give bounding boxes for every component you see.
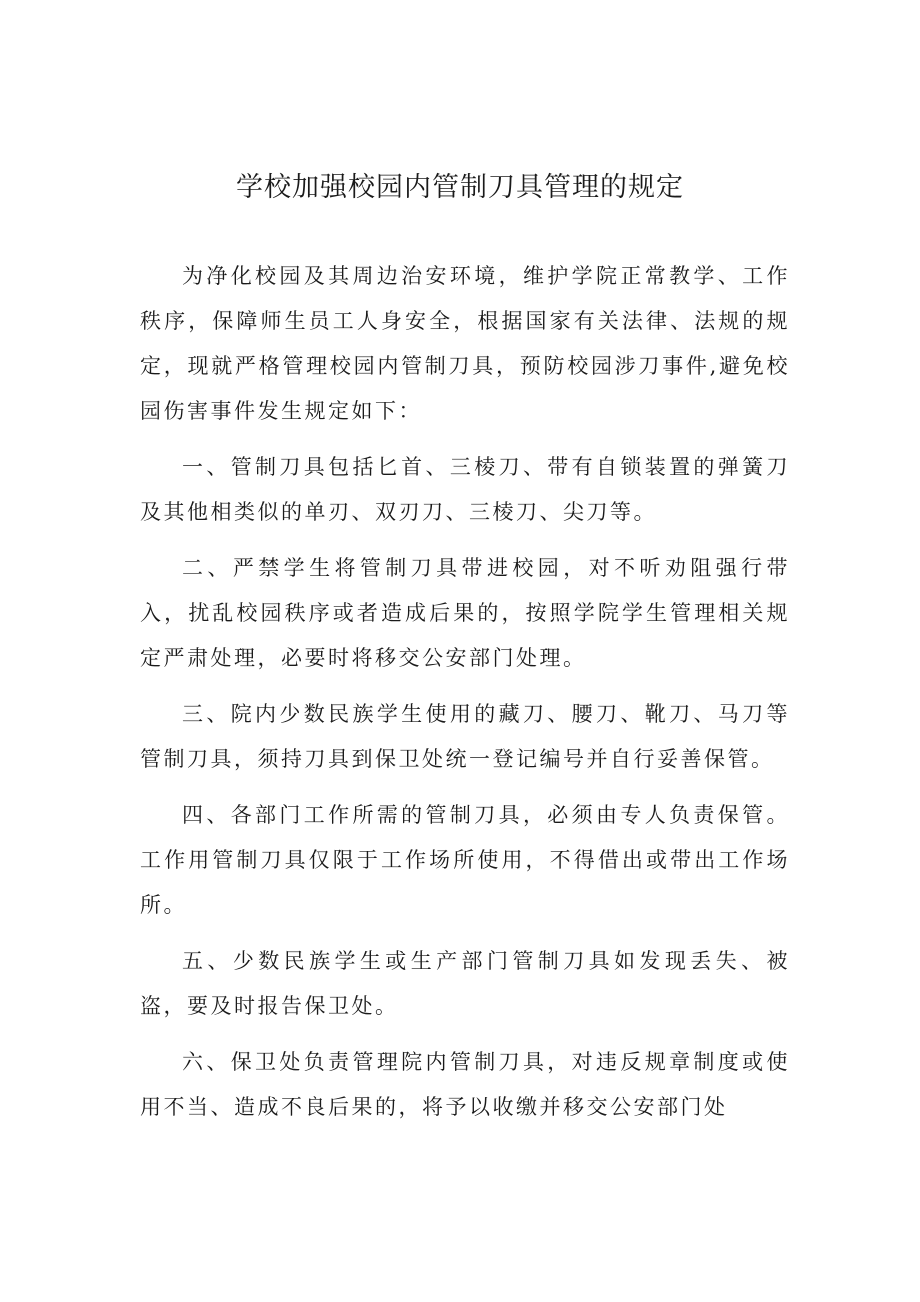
rule-paragraph-6: 六、保卫处负责管理院内管制刀具，对违反规章制度或使用不当、造成不良后果的，将予以收缴并移交公安部门处	[140, 1050, 790, 1119]
rule-paragraph-5: 五、少数民族学生或生产部门管制刀具如发现丢失、被盗，要及时报告保卫处。	[140, 949, 790, 1018]
intro-paragraph: 为净化校园及其周边治安环境，维护学院正常教学、工作秩序，保障师生员工人身安全，根据国家有关法律、法规的规定，现就严格管理校园内管制刀具，预防校园涉刀事件,避免校园伤害事件发生规定如下：	[140, 264, 790, 423]
document-body	[140, 254, 790, 1141]
rule-paragraph-2: 二、严禁学生将管制刀具带进校园，对不听劝阻强行带入，扰乱校园秩序或者造成后果的，按照学院学生管理相关规定严肃处理，必要时将移交公安部门处理。	[140, 556, 790, 670]
rule-paragraph-3: 三、院内少数民族学生使用的藏刀、腰刀、靴刀、马刀等管制刀具，须持刀具到保卫处统一登记编号并自行妥善保管。	[140, 702, 790, 771]
document-title: 学校加强校园内管制刀具管理的规定	[236, 172, 684, 203]
rule-paragraph-4: 四、各部门工作所需的管制刀具，必须由专人负责保管。工作用管制刀具仅限于工作场所使用，不得借出或带出工作场所。	[140, 803, 790, 917]
rule-paragraph-1: 一、管制刀具包括匕首、三棱刀、带有自锁装置的弹簧刀及其他相类似的单刃、双刃刀、三棱刀、尖刀等。	[140, 455, 790, 524]
